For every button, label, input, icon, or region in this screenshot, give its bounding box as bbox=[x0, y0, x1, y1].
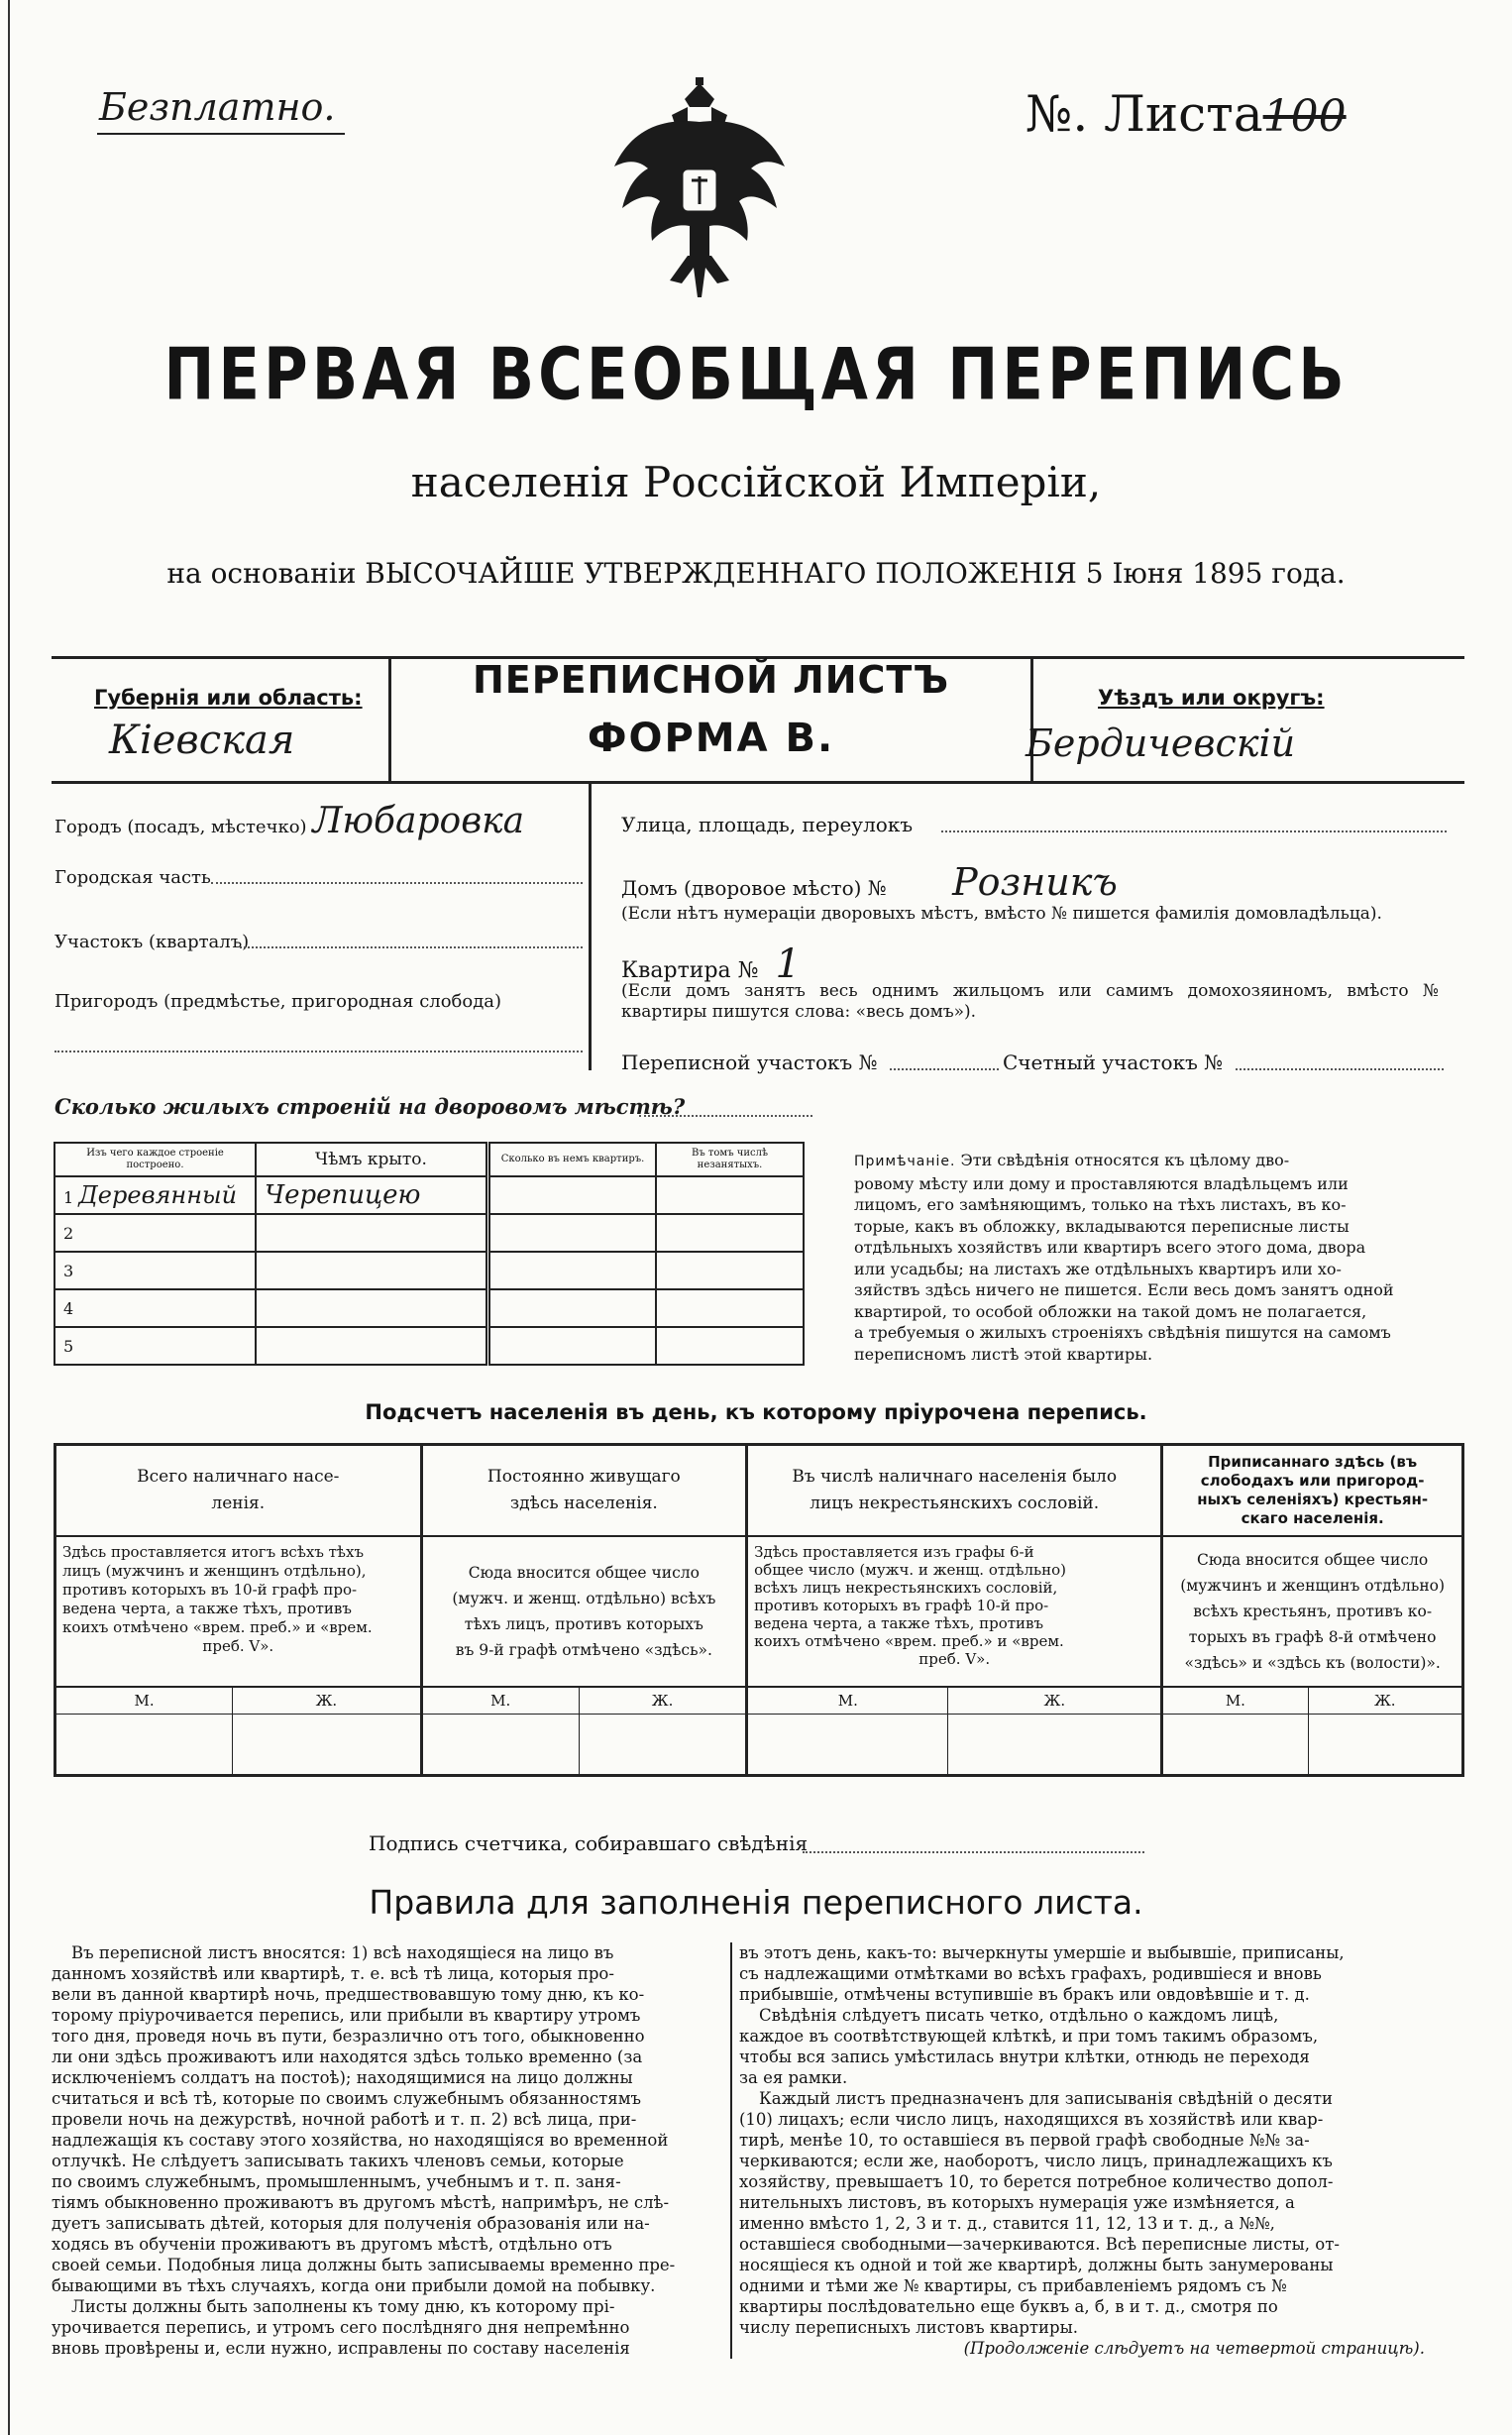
city-field bbox=[54, 801, 524, 841]
coat-of-arms bbox=[600, 77, 799, 300]
note-line: переписномъ листѣ этой квартиры. bbox=[854, 1344, 1153, 1364]
bt-roof-1: Черепицею bbox=[256, 1176, 488, 1214]
suburb-label: Пригородъ (предмѣстье, пригородная слобода) bbox=[54, 991, 502, 1012]
city-value: Любаровка bbox=[312, 801, 525, 841]
city-part-label: Городская часть bbox=[54, 867, 211, 888]
bt-material-1: Деревянный bbox=[78, 1181, 238, 1209]
page-subtitle: населенія Россійской Имперіи, bbox=[410, 458, 1102, 506]
count-m-1: М. bbox=[55, 1687, 233, 1715]
bt-head-vacant: Въ томъ числѣ незанятыхъ. bbox=[656, 1143, 804, 1176]
bt-row-num: 5 bbox=[63, 1336, 74, 1356]
bt-head-flats: Сколько въ немъ квартиръ. bbox=[488, 1143, 657, 1176]
box-bottom-line bbox=[52, 781, 1464, 784]
street-label: Улица, площадь, переулокъ bbox=[621, 813, 914, 836]
count-head-1: Всего наличнаго насе- ленія. bbox=[55, 1445, 422, 1536]
note-line: Примѣчаніе. Эти свѣдѣнія относятся къ цѣлому дво- bbox=[854, 1151, 1290, 1169]
gubernia-label: Губернія или область: bbox=[94, 686, 363, 710]
free-label: Безплатно. bbox=[99, 85, 336, 129]
free-underline bbox=[97, 133, 345, 135]
count-zh-2: Ж. bbox=[579, 1687, 746, 1715]
table-row bbox=[54, 1327, 804, 1365]
form-title: ПЕРЕПИСНОЙ ЛИСТЪ bbox=[472, 658, 950, 702]
bt-row-num: 3 bbox=[63, 1261, 74, 1280]
bt-row-num: 1 bbox=[63, 1188, 74, 1207]
rules-title: Правила для заполненія переписного листа. bbox=[369, 1883, 1143, 1922]
table-row bbox=[54, 1176, 804, 1214]
note-block bbox=[854, 1150, 1458, 1365]
count-body-2: Сюда вносится общее число (мужч. и женщ. отдѣльно) всѣхъ тѣхъ лицъ, противъ которыхъ въ 9-й графѣ отмѣчено «здѣсь». bbox=[421, 1536, 747, 1687]
uezd-value: Бердичевскій bbox=[1026, 721, 1296, 765]
count-m-3: М. bbox=[747, 1687, 948, 1715]
flat-note: (Если домъ занятъ весь однимъ жильцомъ или самимъ домохозяиномъ, вмѣсто № квартиры пишутся слова: «весь домъ»). bbox=[621, 981, 1439, 1022]
note-line: лицомъ, его замѣняющимъ, только на тѣхъ листахъ, въ ко- bbox=[854, 1195, 1347, 1214]
count-body-1: Здѣсь проставляется итогъ всѣхъ тѣхъ лицъ (мужчинъ и женщинъ отдѣльно), противъ которыхъ въ 10-й графѣ про- ведена черта, а также тѣхъ, противъ коихъ отмѣчено «врем. преб.» и «врем. преб. V». bbox=[55, 1536, 422, 1687]
note-line: торые, какъ въ обложку, вкладываются переписные листы bbox=[854, 1216, 1350, 1236]
census-area: Переписной участокъ № bbox=[621, 1051, 878, 1074]
city-part-line bbox=[211, 882, 583, 884]
sheet-number-value: 100 bbox=[1262, 91, 1347, 142]
note-line: а требуемыя о жилыхъ строеніяхъ свѣдѣнія пишутся на самомъ bbox=[854, 1323, 1391, 1342]
house-label: Домъ (дворовое мѣсто) № bbox=[621, 876, 887, 900]
count-head-4: Приписаннаго здѣсь (въ слободахъ или пригород- ныхъ селеніяхъ) крестьян- скаго населенія. bbox=[1162, 1445, 1463, 1536]
note-line: квартирой, то особой обложки на такой домъ не полагается, bbox=[854, 1301, 1367, 1321]
buildings-table bbox=[54, 1142, 805, 1366]
sheet-number-label: №. Листа bbox=[1026, 85, 1263, 143]
page-title: ПЕРВАЯ ВСЕОБЩАЯ ПЕРЕПИСЬ bbox=[163, 333, 1349, 417]
bt-head-material: Изъ чего каждое строеніе построено. bbox=[54, 1143, 256, 1176]
form-subtitle: ФОРМА В. bbox=[587, 716, 835, 761]
count-zh-3: Ж. bbox=[948, 1687, 1162, 1715]
continued-note: (Продолженіе слѣдуетъ на четвертой страницѣ). bbox=[963, 2339, 1425, 2358]
flat-value: 1 bbox=[775, 941, 801, 987]
flat-label: Квартира № bbox=[621, 958, 759, 983]
note-line: отдѣльныхъ хозяйствъ или квартиръ всего этого дома, двора bbox=[854, 1238, 1366, 1257]
count-zh-1: Ж. bbox=[233, 1687, 421, 1715]
buildings-question-line bbox=[639, 1115, 812, 1117]
census-area-line bbox=[890, 1068, 999, 1070]
address-divider bbox=[589, 783, 592, 1070]
bt-head-roof: Чѣмъ крыто. bbox=[256, 1143, 488, 1176]
legal-basis: на основаніи ВЫСОЧАЙШЕ УТВЕРЖДЕННАГО ПОЛОЖЕНІЯ 5 Іюня 1895 года. bbox=[166, 557, 1346, 590]
note-line: ровому мѣсту или дому и проставляются владѣльцемъ или bbox=[854, 1173, 1349, 1193]
count-body-3: Здѣсь проставляется изъ графы 6-й общее число (мужч. и женщ. отдѣльно) всѣхъ лицъ некрестьянскихъ сословій, противъ которыхъ въ графѣ 10-й про- ведена черта, а также тѣхъ, противъ коихъ отмѣчено «врем. преб.» и «врем. преб. V». bbox=[747, 1536, 1162, 1687]
bt-row-num: 4 bbox=[63, 1298, 74, 1318]
signature-label: Подпись счетчика, собиравшаго свѣдѣнія bbox=[369, 1831, 809, 1855]
sheet-number bbox=[1026, 85, 1347, 143]
count-m-2: М. bbox=[421, 1687, 579, 1715]
rules-right: въ этотъ день, какъ-то: вычеркнуты умершіе и выбывшіе, приписаны, съ надлежащими отмѣтками во всѣхъ графахъ, родившіеся и вновь прибывшіе, отмѣчены вступившіе въ бракъ или овдовѣвшіе и т. д. Свѣдѣнія слѣдуетъ писать четко, отдѣльно о каждомъ лицѣ, каждое въ соотвѣтствующей клѣткѣ, и при томъ такимъ образомъ, чтобы вся запись умѣстилась внутри клѣтки, отнюдь не переходя за ея рамки. Каждый листъ предназначенъ для записыванія свѣдѣній о десяти (10) лицахъ; если число лицъ, находящихся въ хозяйствѣ или квар- тирѣ, менѣе 10, то оставшіеся въ первой графѣ свободные №№ за- черкиваются; если же, наоборотъ, число лицъ, принадлежащихъ къ хозяйству, превышаетъ 10, то берется потребное количество допол- нительныхъ листовъ, въ которыхъ нумерація уже измѣняется, а именно вмѣсто 1, 2, 3 и т. д., ставится 11, 12, 13 и т. д., а №№, оставшіеся свободными—зачеркиваются. Всѣ переписные листы, от- носящіеся къ одной и той же квартирѣ, должны быть занумерованы одними и тѣми же № квартиры, съ прибавленіемъ рядомъ съ № квартиры послѣдовательно еще буквъ а, б, в и т. д., смотря по числу переписныхъ листовъ квартиры. (Продолженіе слѣдуетъ на четвертой страницѣ). bbox=[739, 1943, 1425, 2358]
note-line: или усадьбы; на листахъ же отдѣльныхъ квартиръ или хо- bbox=[854, 1259, 1342, 1278]
count-area: Счетный участокъ № bbox=[1003, 1051, 1224, 1074]
count-head-3: Въ числѣ наличнаго населенія было лицъ некрестьянскихъ сословій. bbox=[747, 1445, 1162, 1536]
count-m-4: М. bbox=[1162, 1687, 1308, 1715]
count-table bbox=[54, 1443, 1464, 1777]
table-row bbox=[54, 1214, 804, 1252]
count-head-2: Постоянно живущаго здѣсь населенія. bbox=[421, 1445, 747, 1536]
rules-column-divider bbox=[730, 1942, 732, 2359]
note-label: Примѣчаніе. bbox=[854, 1154, 956, 1169]
district-line bbox=[240, 946, 583, 948]
suburb-line bbox=[54, 1051, 583, 1052]
city-label: Городъ (посадъ, мѣстечко) bbox=[54, 817, 307, 837]
gubernia-value: Кіевская bbox=[109, 718, 295, 763]
house-value: Розникъ bbox=[952, 860, 1118, 904]
count-body-4: Сюда вносится общее число (мужчинъ и женщинъ отдѣльно) всѣхъ крестьянъ, противъ ко- торыхъ въ графѣ 8-й отмѣчено «здѣсь» и «здѣсь къ (волости)». bbox=[1162, 1536, 1463, 1687]
table-row bbox=[54, 1289, 804, 1327]
uezd-label: Уѣздъ или округъ: bbox=[1098, 686, 1325, 710]
rules-left: Въ переписной листъ вносятся: 1) всѣ находящіеся на лицо въ данномъ хозяйствѣ или квартирѣ, т. е. всѣ тѣ лица, которыя про- вели въ данной квартирѣ ночь, предшествовавшую тому дню, къ ко- торому пріурочивается перепись, или прибыли въ квартиру утромъ того дня, проведя ночь въ пути, безразлично отъ того, обыкновенно ли они здѣсь проживаютъ или находятся здѣсь только временно (за исключеніемъ солдатъ на постоѣ); находящимися на лицо должны считаться и всѣ тѣ, которые по своимъ служебнымъ обязанностямъ провели ночь на дежурствѣ, ночной работѣ и т. п. 2) всѣ лица, при- надлежащія къ составу этого хозяйства, но находящіяся во временной отлучкѣ. Не слѣдуетъ записывать такихъ членовъ семьи, которые по своимъ служебнымъ, промышленнымъ, учебнымъ и т. п. заня- тіямъ обыкновенно проживаютъ въ другомъ мѣстѣ, напримѣръ, не слѣ- дуетъ записывать дѣтей, которыя для полученія образованія или на- ходясь въ обученіи проживаютъ въ другомъ мѣстѣ, отдѣльно отъ своей семьи. Подобныя лица должны быть записываемы временно пре- бывающими въ тѣхъ случаяхъ, когда они прибыли домой на побывку. Листы должны быть заполнены къ тому дню, къ которому прі- урочивается перепись, и утромъ сего послѣдняго дня непремѣнно вновь провѣрены и, если нужно, исправлены по составу населенія bbox=[52, 1943, 676, 2358]
note-line: зяйствъ здѣсь ничего не пишется. Если весь домъ занятъ одной bbox=[854, 1280, 1394, 1299]
street-line bbox=[941, 830, 1447, 832]
count-title: Подсчетъ населенія въ день, къ которому пріурочена перепись. bbox=[365, 1400, 1147, 1424]
bt-row-num: 2 bbox=[63, 1223, 74, 1243]
signature-line bbox=[803, 1851, 1144, 1853]
buildings-question: Сколько жилыхъ строеній на дворовомъ мѣстѣ? bbox=[54, 1094, 686, 1119]
district-label: Участокъ (кварталъ) bbox=[54, 932, 250, 952]
house-note: (Если нѣтъ нумераціи дворовыхъ мѣстъ, вмѣсто № пишется фамилія домовладѣльца). bbox=[621, 904, 1382, 924]
table-row bbox=[54, 1252, 804, 1289]
house-field bbox=[621, 860, 1118, 904]
count-zh-4: Ж. bbox=[1308, 1687, 1462, 1715]
count-area-line bbox=[1236, 1068, 1444, 1070]
